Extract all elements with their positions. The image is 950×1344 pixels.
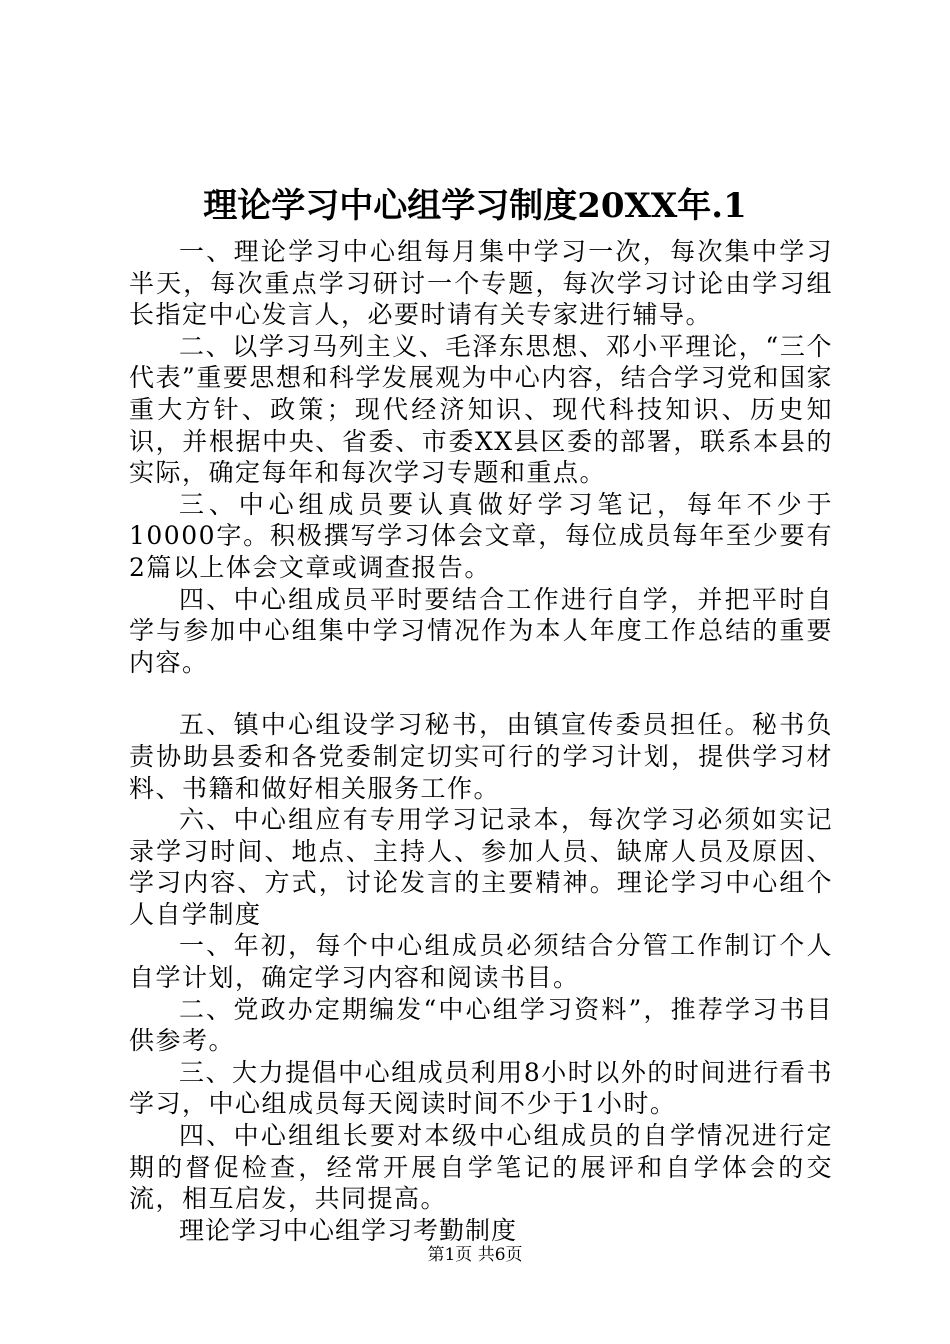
paragraph-4: 四、中心组成员平时要结合工作进行自学，并把平时自学与参加中心组集中学习情况作为本人年度工作总结的重要内容。 <box>129 584 833 677</box>
paragraph-3: 三、中心组成员要认真做好学习笔记，每年不少于10000字。积极撰写学习体会文章，每位成员每年至少要有2篇以上体会文章或调查报告。 <box>129 489 833 582</box>
paragraph-6: 六、中心组应有专用学习记录本，每次学习必须如实记录学习时间、地点、主持人、参加人员、缺席人员及原因、学习内容、方式，讨论发言的主要精神。理论学习中心组个人自学制度 <box>129 805 833 929</box>
paragraph-1: 一、理论学习中心组每月集中学习一次，每次集中学习半天，每次重点学习研讨一个专题，每次学习讨论由学习组长指定中心发言人，必要时请有关专家进行辅导。 <box>129 237 833 330</box>
paragraph-2: 二、以学习马列主义、毛泽东思想、邓小平理论，“三个代表”重要思想和科学发展观为中心内容，结合学习党和国家重大方针、政策；现代经济知识、现代科技知识、历史知识，并根据中央、省委、市委XX县区委的部署，联系本县的实际，确定每年和每次学习专题和重点。 <box>129 331 833 488</box>
paragraph-9: 三、大力提倡中心组成员利用8小时以外的时间进行看书学习，中心组成员每天阅读时间不少于1小时。 <box>129 1057 833 1119</box>
paragraph-8: 二、党政办定期编发“中心组学习资料”，推荐学习书目供参考。 <box>129 994 833 1056</box>
document-body <box>129 236 833 1246</box>
document-title: 理论学习中心组学习制度20XX年.1 <box>203 186 747 226</box>
section-heading: 理论学习中心组学习考勤制度 <box>179 1215 518 1245</box>
page-footer: 第1页 共6页 <box>427 1245 523 1265</box>
paragraph-7: 一、年初，每个中心组成员必须结合分管工作制订个人自学计划，确定学习内容和阅读书目。 <box>129 931 833 993</box>
paragraph-10: 四、中心组组长要对本级中心组成员的自学情况进行定期的督促检查，经常开展自学笔记的展评和自学体会的交流，相互启发，共同提高。 <box>129 1121 833 1214</box>
paragraph-5: 五、镇中心组设学习秘书，由镇宣传委员担任。秘书负责协助县委和各党委制定切实可行的学习计划，提供学习材料、书籍和做好相关服务工作。 <box>129 710 833 803</box>
